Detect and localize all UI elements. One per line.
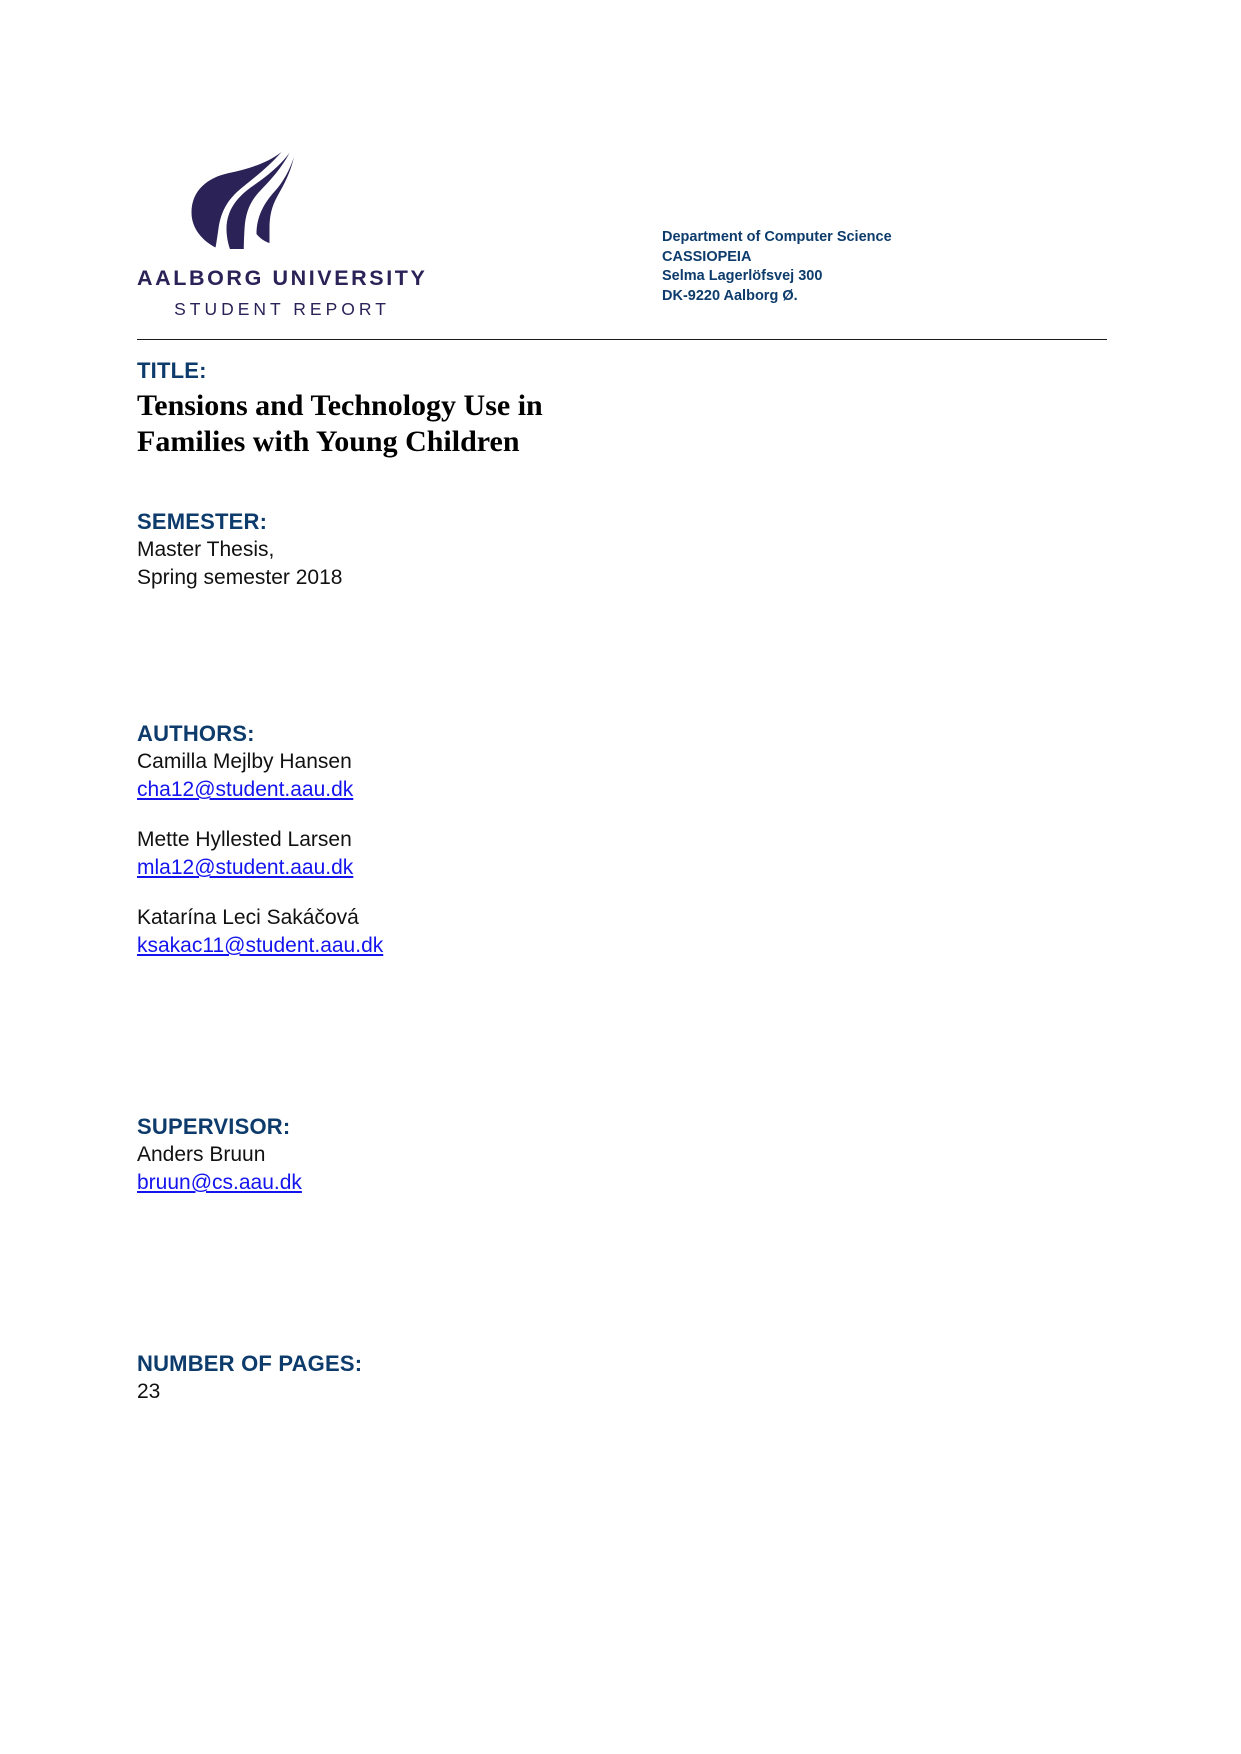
address-line-building: CASSIOPEIA: [662, 248, 752, 265]
report-type-label: STUDENT REPORT: [174, 299, 390, 319]
supervisor-label: SUPERVISOR:: [137, 1114, 291, 1139]
report-metadata: [137, 356, 837, 1406]
department-address: [662, 228, 892, 306]
section-authors: [137, 719, 837, 960]
title-line-1: Tensions and Technology Use in: [137, 389, 543, 422]
section-semester: [137, 507, 837, 592]
semester-label: SEMESTER:: [137, 509, 268, 534]
title-label: TITLE:: [137, 358, 207, 383]
author-name: Camilla Mejlby Hansen: [137, 750, 352, 773]
author-entry: [137, 904, 837, 960]
address-line-street: Selma Lagerlöfsvej 300: [662, 268, 823, 284]
university-branding: [137, 150, 427, 320]
supervisor-email-link[interactable]: bruun@cs.aau.dk: [137, 1171, 302, 1194]
address-line-city: DK-9220 Aalborg Ø.: [662, 287, 798, 304]
section-title: [137, 356, 837, 460]
supervisor-name: Anders Bruun: [137, 1143, 266, 1166]
address-line-department: Department of Computer Science: [662, 229, 892, 245]
author-name: Katarína Leci Sakáčová: [137, 906, 359, 929]
author-entry: [137, 748, 837, 804]
page-header: [137, 150, 1107, 330]
title-line-2: Families with Young Children: [137, 425, 520, 458]
semester-value-line-1: Master Thesis,: [137, 538, 275, 561]
author-entry: [137, 826, 837, 882]
aalborg-university-swoosh-logo-icon: [185, 150, 295, 250]
section-number-of-pages: [137, 1349, 837, 1406]
section-supervisor: [137, 1112, 837, 1197]
page-title: [137, 388, 837, 460]
author-email-link[interactable]: mla12@student.aau.dk: [137, 856, 354, 879]
semester-value-line-2: Spring semester 2018: [137, 566, 343, 589]
author-email-link[interactable]: cha12@student.aau.dk: [137, 778, 354, 801]
header-divider: [137, 339, 1107, 340]
author-name: Mette Hyllested Larsen: [137, 828, 352, 851]
number-of-pages-label: NUMBER OF PAGES:: [137, 1351, 363, 1376]
author-email-link[interactable]: ksakac11@student.aau.dk: [137, 934, 384, 957]
authors-label: AUTHORS:: [137, 721, 255, 746]
number-of-pages-value: 23: [137, 1380, 161, 1403]
university-name: AALBORG UNIVERSITY: [137, 266, 428, 290]
